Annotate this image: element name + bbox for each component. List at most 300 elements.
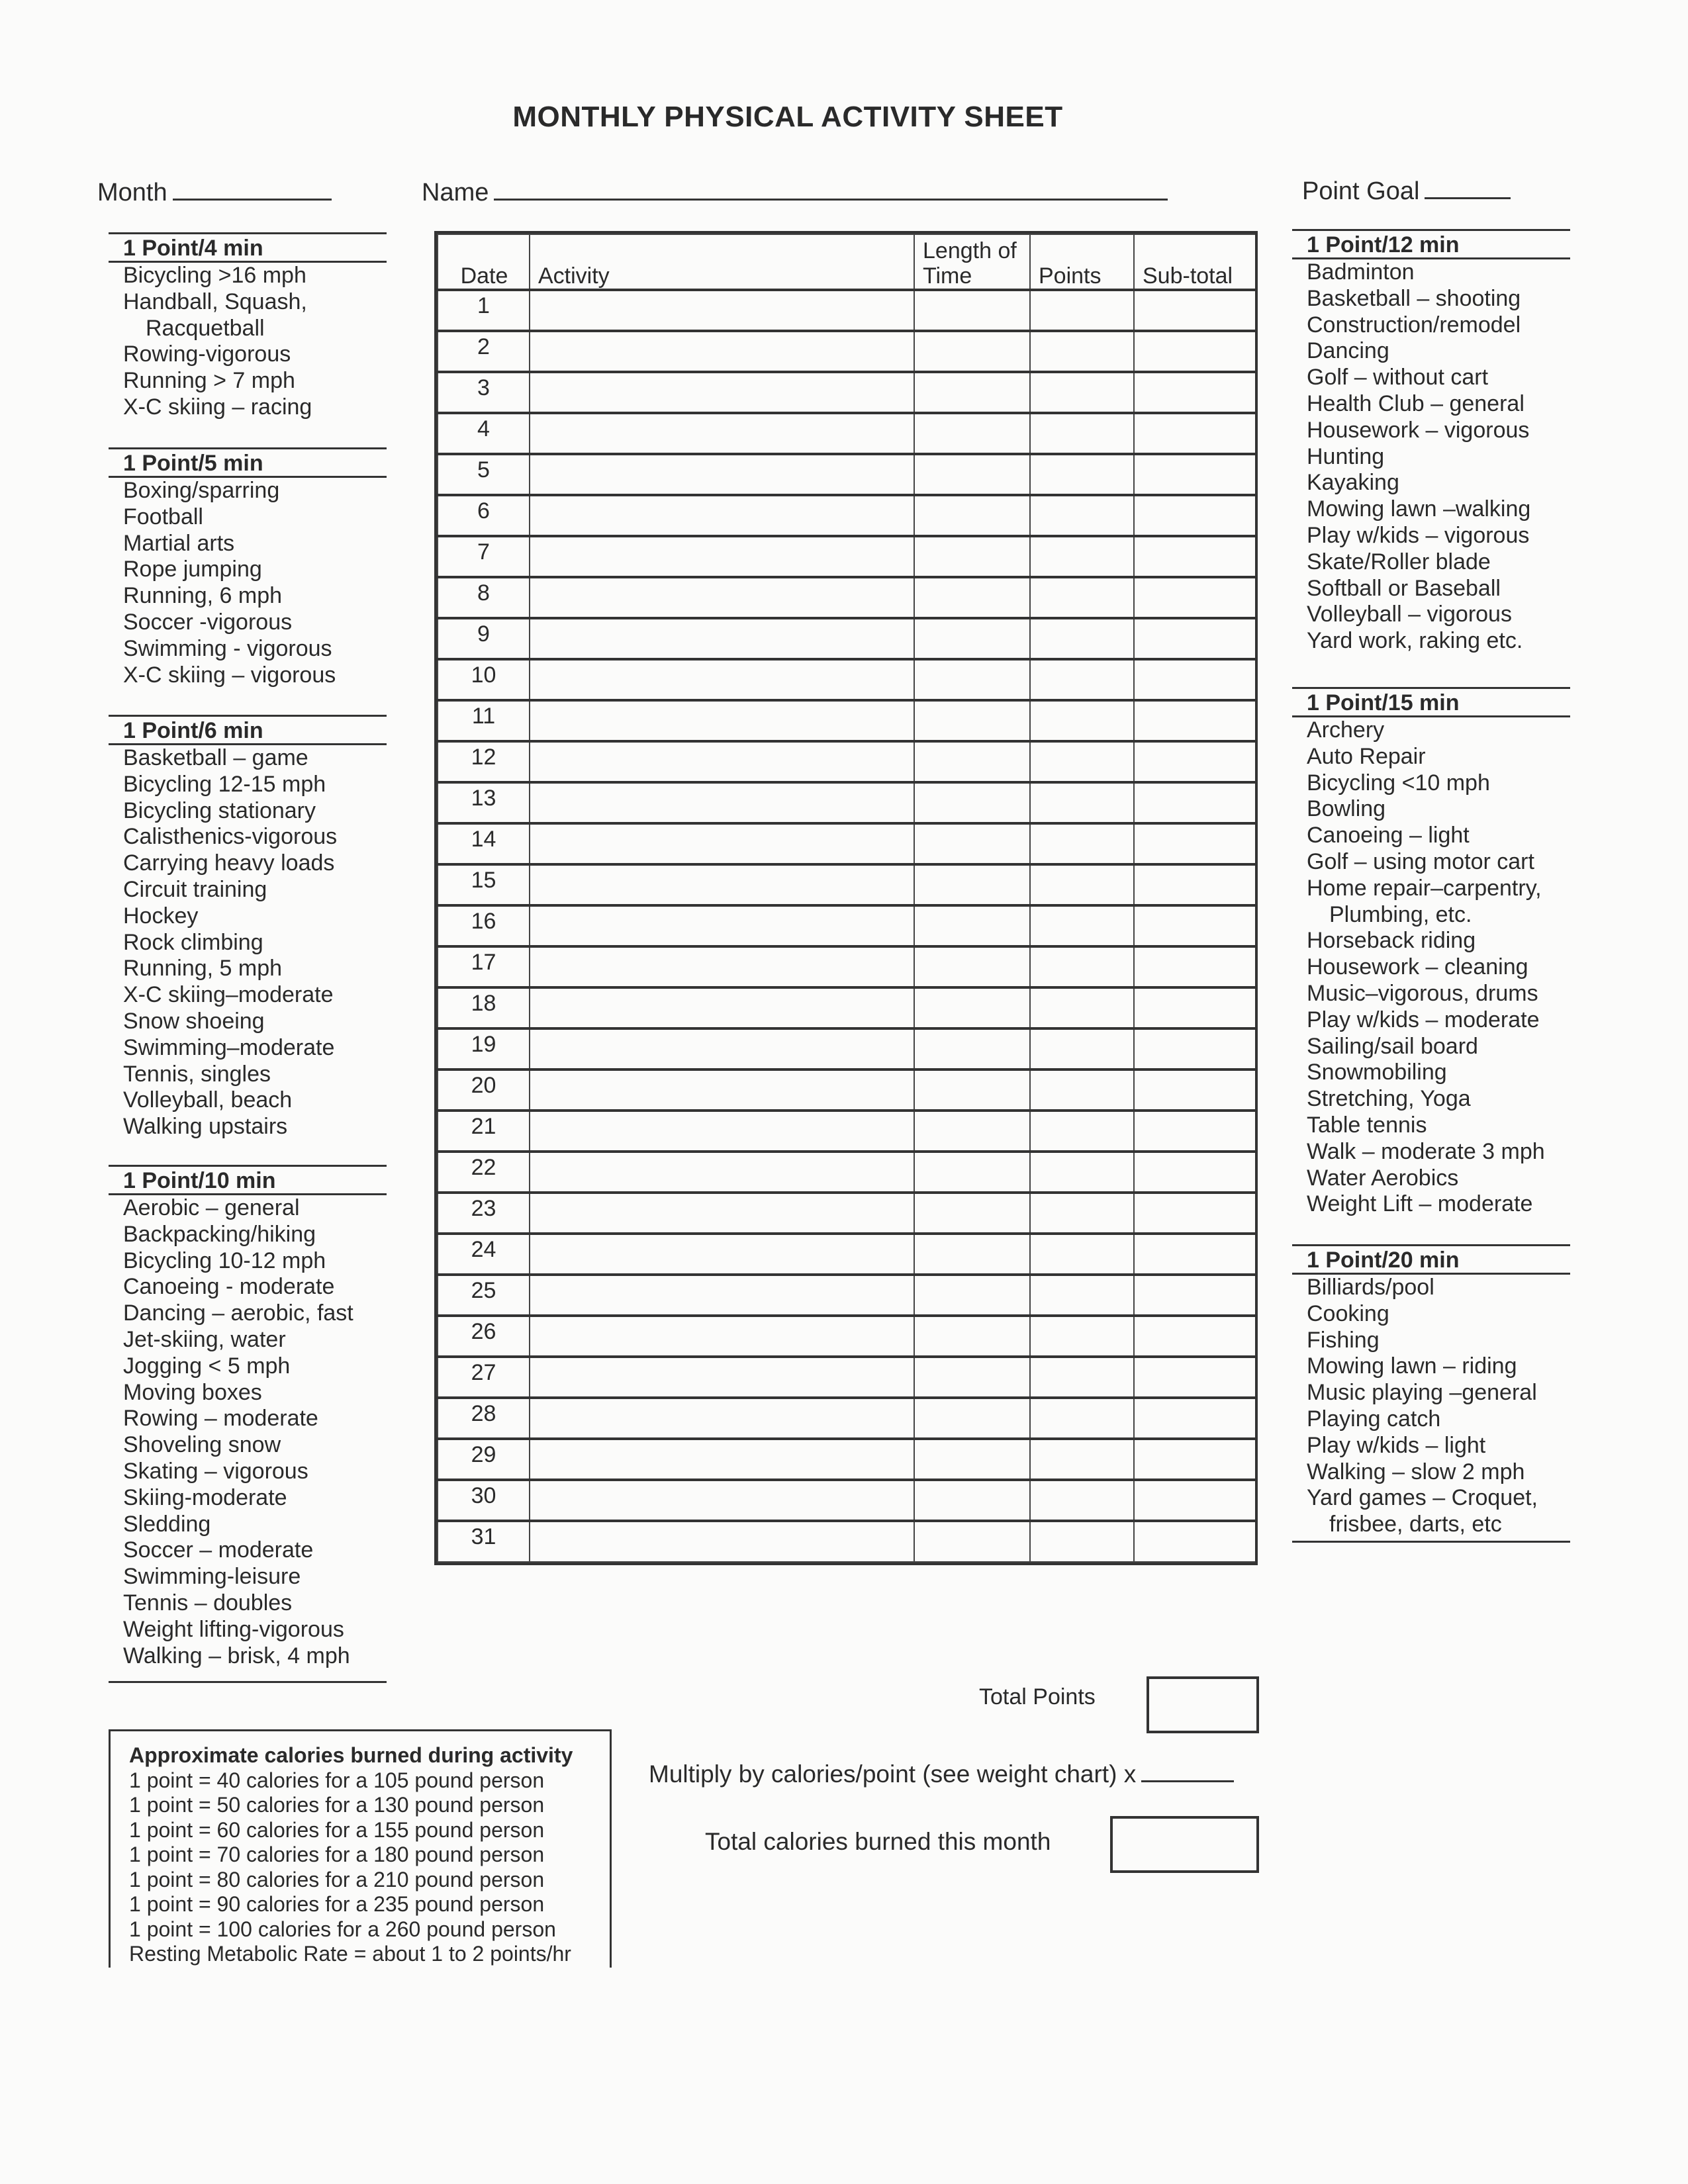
activity-item: Badminton [1307,259,1415,285]
activity-item: Table tennis [1307,1112,1427,1138]
activity-item: Music–vigorous, drums [1307,980,1538,1006]
subtotal-cell[interactable] [1134,1028,1258,1069]
table-row [438,577,1258,618]
date-cell: 18 [438,987,530,1028]
table-row [438,1357,1258,1398]
length-cell[interactable] [914,618,1030,659]
length-cell[interactable] [914,1069,1030,1111]
activity-section [109,447,387,688]
activity-item: Skate/Roller blade [1307,549,1491,574]
activity-item: Canoeing - moderate [123,1274,335,1300]
length-cell[interactable] [914,1316,1030,1357]
table-row [438,536,1258,577]
date-cell: 7 [438,536,530,577]
activity-item: Fishing [1307,1327,1380,1353]
subtotal-cell[interactable] [1134,823,1258,864]
points-cell[interactable] [1030,987,1134,1028]
activity-item: Dancing [1307,338,1389,364]
date-cell: 13 [438,782,530,823]
table-row [438,1234,1258,1275]
activity-item: Swimming-leisure [123,1564,301,1590]
activity-item: Martial arts [123,530,235,556]
activity-item: Mowing lawn –walking [1307,496,1531,522]
activity-cell[interactable] [530,1028,914,1069]
length-cell[interactable] [914,1234,1030,1275]
activity-item: Sledding [123,1511,211,1537]
table-row [438,413,1258,454]
activity-item: Plumbing, etc. [1329,901,1472,927]
calories-title: Approximate calories burned during activity [129,1743,573,1767]
activity-cell[interactable] [530,1275,914,1316]
activity-item: Swimming - vigorous [123,635,332,661]
activity-item: Soccer – moderate [123,1537,314,1563]
activity-cell[interactable] [530,331,914,372]
activity-cell[interactable] [530,1398,914,1439]
points-cell[interactable] [1030,1069,1134,1111]
multiply-field[interactable] [649,1758,1234,1788]
length-cell[interactable] [914,331,1030,372]
activity-cell[interactable] [530,987,914,1028]
date-cell: 21 [438,1111,530,1152]
activity-item: Home repair–carpentry, [1307,875,1542,901]
date-cell: 2 [438,331,530,372]
length-cell[interactable] [914,864,1030,905]
date-cell: 30 [438,1480,530,1521]
subtotal-cell[interactable] [1134,946,1258,987]
activity-cell[interactable] [530,1521,914,1562]
month-field[interactable] [97,176,332,207]
date-cell: 28 [438,1398,530,1439]
activity-item: Bicycling 10-12 mph [123,1248,326,1273]
activity-item: Snow shoeing [123,1008,265,1034]
activity-log-table [434,231,1258,1565]
activity-cell[interactable] [530,1480,914,1521]
length-cell[interactable] [914,290,1030,331]
calorie-line: 1 point = 80 calories for a 210 pound person [129,1867,545,1891]
subtotal-cell[interactable] [1134,372,1258,413]
subtotal-cell[interactable] [1134,1316,1258,1357]
points-cell[interactable] [1030,1439,1134,1480]
activity-item: Weight lifting-vigorous [123,1616,344,1642]
activity-item: Football [123,504,203,529]
activity-section [109,1165,387,1669]
activity-cell[interactable] [530,1357,914,1398]
table-row [438,618,1258,659]
activity-item: Bicycling stationary [123,797,316,823]
points-cell[interactable] [1030,536,1134,577]
total-calories-box[interactable] [1110,1816,1259,1873]
activity-item: Play w/kids – light [1307,1432,1486,1458]
total-calories-label: Total calories burned this month [705,1828,1051,1855]
points-cell[interactable] [1030,372,1134,413]
activity-item: Moving boxes [123,1379,262,1405]
activity-item: Rowing – moderate [123,1406,318,1432]
activity-cell[interactable] [530,1234,914,1275]
activity-item: Bicycling >16 mph [123,263,306,288]
activity-item: Hunting [1307,443,1385,469]
points-cell[interactable] [1030,1521,1134,1562]
activity-item: Rope jumping [123,557,262,582]
points-cell[interactable] [1030,1028,1134,1069]
activity-cell[interactable] [530,1152,914,1193]
date-cell: 25 [438,1275,530,1316]
table-row [438,700,1258,741]
date-cell: 31 [438,1521,530,1562]
activity-cell[interactable] [530,1193,914,1234]
table-row [438,495,1258,536]
subtotal-cell[interactable] [1134,905,1258,946]
multiply-input[interactable] [1141,1758,1234,1782]
date-cell: 19 [438,1028,530,1069]
points-cell[interactable] [1030,1275,1134,1316]
subtotal-cell[interactable] [1134,782,1258,823]
length-cell[interactable] [914,1111,1030,1152]
date-cell: 10 [438,659,530,700]
activity-cell[interactable] [530,864,914,905]
activity-cell[interactable] [530,823,914,864]
subtotal-cell[interactable] [1134,1480,1258,1521]
activity-item: X-C skiing–moderate [123,982,334,1008]
activity-item: Walk – moderate 3 mph [1307,1138,1545,1164]
subtotal-cell[interactable] [1134,1521,1258,1562]
points-cell[interactable] [1030,1152,1134,1193]
points-cell[interactable] [1030,1234,1134,1275]
date-cell: 20 [438,1069,530,1111]
subtotal-cell[interactable] [1134,1234,1258,1275]
activity-cell[interactable] [530,454,914,495]
activity-item: Mowing lawn – riding [1307,1353,1517,1379]
activity-item: Basketball – game [123,745,308,770]
activity-item: Water Aerobics [1307,1165,1459,1191]
activity-cell[interactable] [530,1316,914,1357]
length-cell[interactable] [914,1193,1030,1234]
length-cell[interactable] [914,741,1030,782]
table-row [438,1193,1258,1234]
name-input[interactable] [494,176,1168,201]
activity-item: Swimming–moderate [123,1034,335,1060]
point-goal-field[interactable] [1302,175,1511,206]
points-cell[interactable] [1030,1398,1134,1439]
subtotal-cell[interactable] [1134,741,1258,782]
activity-item: Rowing-vigorous [123,341,291,367]
points-cell[interactable] [1030,331,1134,372]
subtotal-cell[interactable] [1134,1069,1258,1111]
activity-item: Skating – vigorous [123,1458,308,1484]
points-cell[interactable] [1030,618,1134,659]
activity-item: Circuit training [123,876,267,902]
activity-cell[interactable] [530,618,914,659]
subtotal-cell[interactable] [1134,1398,1258,1439]
activity-item: Carrying heavy loads [123,850,335,876]
points-cell[interactable] [1030,290,1134,331]
activity-item: Archery [1307,717,1385,743]
length-cell[interactable] [914,1028,1030,1069]
activity-cell[interactable] [530,290,914,331]
length-cell[interactable] [914,823,1030,864]
calories-reference-box [109,1729,612,1968]
points-cell[interactable] [1030,454,1134,495]
date-cell: 17 [438,946,530,987]
calorie-line: 1 point = 90 calories for a 235 pound person [129,1892,545,1916]
point-goal-label: Point Goal [1302,177,1420,205]
subtotal-cell[interactable] [1134,577,1258,618]
table-row [438,1069,1258,1111]
length-cell[interactable] [914,946,1030,987]
activity-item: Snowmobiling [1307,1060,1447,1085]
activity-section [1292,1244,1570,1538]
activity-item: Walking upstairs [123,1114,288,1140]
activity-cell[interactable] [530,659,914,700]
length-cell[interactable] [914,1521,1030,1562]
table-row [438,823,1258,864]
length-cell[interactable] [914,413,1030,454]
activity-item: Golf – using motor cart [1307,848,1534,874]
page-title: MONTHLY PHYSICAL ACTIVITY SHEET [512,101,1063,133]
activity-item: Construction/remodel [1307,312,1521,338]
column-header: Points [1030,234,1134,290]
column-header: Date [438,234,530,290]
length-cell[interactable] [914,1480,1030,1521]
table-row [438,454,1258,495]
points-cell[interactable] [1030,823,1134,864]
activity-item: Hockey [123,903,199,929]
table-row [438,372,1258,413]
length-cell[interactable] [914,987,1030,1028]
multiply-label: Multiply by calories/point (see weight chart) x [649,1760,1137,1788]
points-cell[interactable] [1030,1111,1134,1152]
section-header: 1 Point/10 min [109,1165,387,1195]
date-cell: 8 [438,577,530,618]
subtotal-cell[interactable] [1134,1439,1258,1480]
date-cell: 24 [438,1234,530,1275]
table-row [438,1480,1258,1521]
length-cell[interactable] [914,536,1030,577]
activity-item: Running > 7 mph [123,368,295,394]
date-cell: 27 [438,1357,530,1398]
activity-item: Bicycling <10 mph [1307,770,1490,796]
length-cell[interactable] [914,1398,1030,1439]
date-cell: 5 [438,454,530,495]
length-cell[interactable] [914,905,1030,946]
activity-item: Kayaking [1307,470,1399,496]
subtotal-cell[interactable] [1134,413,1258,454]
table-row [438,782,1258,823]
length-cell[interactable] [914,372,1030,413]
calorie-line: 1 point = 100 calories for a 260 pound person [129,1917,556,1941]
points-cell[interactable] [1030,741,1134,782]
activity-item: Housework – cleaning [1307,954,1528,980]
subtotal-cell[interactable] [1134,1357,1258,1398]
date-cell: 15 [438,864,530,905]
activity-item: Soccer -vigorous [123,609,293,635]
table-row [438,1398,1258,1439]
section-header: 1 Point/20 min [1292,1244,1570,1275]
activity-item: Weight Lift – moderate [1307,1191,1533,1217]
table-row [438,1275,1258,1316]
length-cell[interactable] [914,577,1030,618]
date-cell: 12 [438,741,530,782]
date-cell: 9 [438,618,530,659]
points-cell[interactable] [1030,413,1134,454]
activity-cell[interactable] [530,946,914,987]
activity-item: Cooking [1307,1300,1389,1326]
activity-item: Dancing – aerobic, fast [123,1300,353,1326]
activity-item: X-C skiing – racing [123,394,312,420]
column-header: Activity [530,234,914,290]
calorie-line: 1 point = 60 calories for a 155 pound person [129,1817,545,1842]
activity-item: Music playing –general [1307,1380,1537,1406]
activity-section [1292,229,1570,655]
activity-cell[interactable] [530,782,914,823]
point-goal-input[interactable] [1425,175,1511,199]
date-cell: 22 [438,1152,530,1193]
subtotal-cell[interactable] [1134,987,1258,1028]
column-header: Length of Time [914,234,1030,290]
length-cell[interactable] [914,1357,1030,1398]
points-cell[interactable] [1030,1316,1134,1357]
activity-item: Jogging < 5 mph [123,1353,291,1379]
activity-item: Horseback riding [1307,928,1476,954]
section-header: 1 Point/12 min [1292,229,1570,259]
date-cell: 11 [438,700,530,741]
activity-item: Volleyball, beach [123,1087,293,1113]
subtotal-cell[interactable] [1134,454,1258,495]
date-cell: 6 [438,495,530,536]
subtotal-cell[interactable] [1134,1193,1258,1234]
length-cell[interactable] [914,782,1030,823]
date-cell: 26 [438,1316,530,1357]
activity-item: Play w/kids – moderate [1307,1007,1540,1032]
table-row [438,1316,1258,1357]
activity-item: Calisthenics-vigorous [123,824,338,850]
subtotal-cell[interactable] [1134,1152,1258,1193]
activity-cell[interactable] [530,577,914,618]
total-points-label: Total Points [979,1684,1096,1709]
points-cell[interactable] [1030,864,1134,905]
table-row [438,1521,1258,1562]
activity-item: Handball, Squash, [123,289,307,314]
points-cell[interactable] [1030,700,1134,741]
total-points-box[interactable] [1147,1676,1259,1733]
subtotal-cell[interactable] [1134,495,1258,536]
date-cell: 3 [438,372,530,413]
length-cell[interactable] [914,495,1030,536]
activity-item: Backpacking/hiking [123,1221,316,1247]
activity-item: Rock climbing [123,929,263,955]
activity-section [1292,687,1570,1218]
points-cell[interactable] [1030,905,1134,946]
calorie-line: Resting Metabolic Rate = about 1 to 2 points/hr [129,1942,571,1966]
points-cell[interactable] [1030,495,1134,536]
activity-item: Basketball – shooting [1307,285,1521,311]
subtotal-cell[interactable] [1134,290,1258,331]
length-cell[interactable] [914,700,1030,741]
activity-section [109,232,387,421]
activity-cell[interactable] [530,536,914,577]
name-label: Name [422,179,489,206]
length-cell[interactable] [914,1439,1030,1480]
section-header: 1 Point/15 min [1292,687,1570,717]
date-cell: 14 [438,823,530,864]
activity-cell[interactable] [530,700,914,741]
table-row [438,1028,1258,1069]
calorie-line: 1 point = 50 calories for a 130 pound person [129,1793,545,1817]
section-header: 1 Point/4 min [109,232,387,263]
points-cell[interactable] [1030,782,1134,823]
activity-item: Housework – vigorous [1307,417,1530,443]
activity-item: Walking – slow 2 mph [1307,1459,1525,1484]
table-row [438,905,1258,946]
activity-item: Play w/kids – vigorous [1307,522,1530,548]
calorie-line: 1 point = 40 calories for a 105 pound person [129,1768,545,1792]
date-cell: 1 [438,290,530,331]
length-cell[interactable] [914,1275,1030,1316]
activity-item: frisbee, darts, etc [1329,1512,1502,1537]
subtotal-cell[interactable] [1134,536,1258,577]
table-row [438,659,1258,700]
activity-cell[interactable] [530,741,914,782]
activity-item: Tennis – doubles [123,1590,293,1615]
section-bottom-rule [109,1681,387,1683]
activity-cell[interactable] [530,905,914,946]
subtotal-cell[interactable] [1134,1111,1258,1152]
activity-cell[interactable] [530,1069,914,1111]
name-field[interactable] [422,176,1168,207]
month-label: Month [97,179,167,206]
points-cell[interactable] [1030,1357,1134,1398]
activity-cell[interactable] [530,1439,914,1480]
activity-cell[interactable] [530,372,914,413]
table-row [438,1439,1258,1480]
column-header: Sub-total [1134,234,1258,290]
subtotal-cell[interactable] [1134,618,1258,659]
activity-item: X-C skiing – vigorous [123,662,336,688]
activity-item: Walking – brisk, 4 mph [123,1643,350,1668]
activity-item: Boxing/sparring [123,478,280,503]
activity-item: Yard games – Croquet, [1307,1485,1538,1511]
subtotal-cell[interactable] [1134,700,1258,741]
table-row [438,290,1258,331]
subtotal-cell[interactable] [1134,1275,1258,1316]
activity-item: Volleyball – vigorous [1307,602,1512,627]
length-cell[interactable] [914,659,1030,700]
activity-item: Softball or Baseball [1307,575,1501,601]
activity-item: Tennis, singles [123,1061,271,1087]
activity-item: Golf – without cart [1307,365,1489,390]
subtotal-cell[interactable] [1134,659,1258,700]
activity-item: Health Club – general [1307,390,1524,416]
subtotal-cell[interactable] [1134,864,1258,905]
activity-cell[interactable] [530,413,914,454]
date-cell: 29 [438,1439,530,1480]
table-row [438,946,1258,987]
date-cell: 16 [438,905,530,946]
activity-item: Running, 5 mph [123,956,283,981]
subtotal-cell[interactable] [1134,331,1258,372]
month-input[interactable] [173,176,332,201]
activity-cell[interactable] [530,1111,914,1152]
points-cell[interactable] [1030,1193,1134,1234]
points-cell[interactable] [1030,577,1134,618]
points-cell[interactable] [1030,1480,1134,1521]
date-cell: 4 [438,413,530,454]
length-cell[interactable] [914,454,1030,495]
length-cell[interactable] [914,1152,1030,1193]
points-cell[interactable] [1030,659,1134,700]
points-cell[interactable] [1030,946,1134,987]
activity-cell[interactable] [530,495,914,536]
activity-item: Shoveling snow [123,1432,281,1458]
